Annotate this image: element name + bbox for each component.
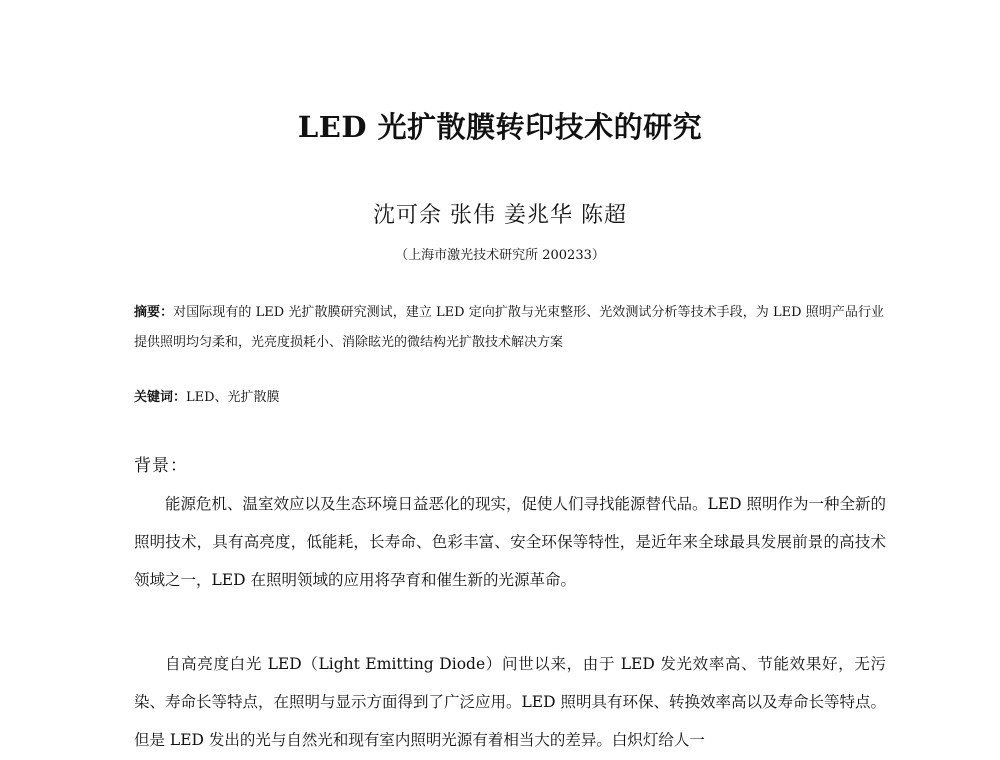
affiliation: （上海市激光技术研究所 200233） — [395, 248, 605, 263]
author-list: 沈可余 张伟 姜兆华 陈超 — [373, 203, 627, 228]
paper-title: LED 光扩散膜转印技术的研究 — [297, 110, 703, 144]
keywords — [134, 386, 280, 405]
body-paragraph: 能源危机、温室效应以及生态环境日益恶化的现实，促使人们寻找能源替代品。LED 照明作为一种全新的照明技术，具有高亮度，低能耗，长寿命、色彩丰富、安全环保等特性，是近年来全球最具发展前景的高技术领域之一，LED 在照明领域的应用将孕育和催生新的光源革命。 — [134, 495, 886, 589]
keywords-label: 关键词： — [134, 390, 187, 405]
keywords-text: LED、光扩散膜 — [186, 390, 280, 405]
abstract-text: 对国际现有的 LED 光扩散膜研究测试，建立 LED 定向扩散与光束整形、光效测试分析等技术手段，为 LED 照明产品行业提供照明均匀柔和，光亮度损耗小、消除眩光的微结构光扩散技术解决方案 — [134, 305, 884, 350]
body-paragraph: 自高亮度白光 LED（Light Emitting Diode）问世以来，由于 LED 发光效率高、节能效果好，无污染、寿命长等特点，在照明与显示方面得到了广泛应用。LED 照明具有环保、转换效率高以及寿命长等特点。但是 LED 发出的光与自然光和现有室内照明光源有着相当大的差异。白炽灯给人一 — [134, 655, 886, 749]
abstract — [134, 298, 884, 358]
abstract-label: 摘要： — [134, 305, 174, 320]
section-heading-background: 背景： — [134, 456, 188, 476]
